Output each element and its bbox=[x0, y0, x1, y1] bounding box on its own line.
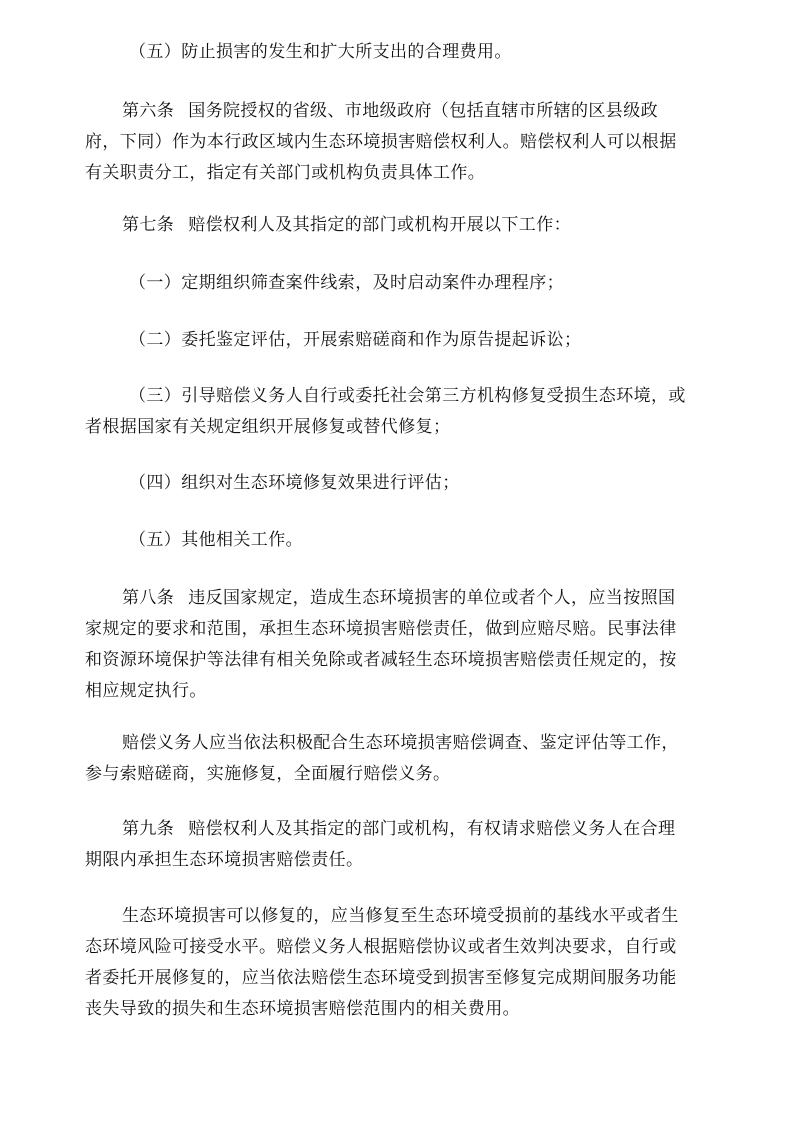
paragraph-item-5-other bbox=[85, 525, 711, 556]
paragraph-line: （二）委托鉴定评估，开展索赔磋商和作为原告提起诉讼； bbox=[129, 330, 582, 350]
paragraph-item-4 bbox=[85, 468, 711, 499]
paragraph-item-5-costs bbox=[85, 37, 711, 68]
paragraph-line: 期限内承担生态环境损害赔偿责任。 bbox=[85, 850, 364, 870]
paragraph-item-3 bbox=[85, 381, 711, 443]
paragraph-line: （五）防止损害的发生和扩大所支出的合理费用。 bbox=[129, 42, 512, 62]
paragraph-article-8 bbox=[85, 583, 711, 707]
paragraph-line: 相应规定执行。 bbox=[85, 681, 207, 701]
paragraph-article-9 bbox=[85, 814, 711, 876]
paragraph-line: 国务院授权的省级、市地级政府（包括直辖市所辖的区县级政 bbox=[188, 101, 659, 121]
paragraph-item-1 bbox=[85, 268, 711, 299]
paragraph-line: 违反国家规定，造成生态环境损害的单位或者个人，应当按照国 bbox=[188, 588, 676, 608]
paragraph-line: 态环境风险可接受水平。赔偿义务人根据赔偿协议或者生效判决要求，自行或 bbox=[85, 937, 677, 957]
paragraph-line: 有关职责分工，指定有关部门或机构负责具体工作。 bbox=[85, 163, 486, 183]
paragraph-article-7 bbox=[85, 210, 711, 241]
paragraph-line: 参与索赔磋商，实施修复，全面履行赔偿义务。 bbox=[85, 764, 451, 784]
paragraph-line: 家规定的要求和范围，承担生态环境损害赔偿责任，做到应赔尽赔。民事法律 bbox=[85, 619, 677, 639]
paragraph-obligor-duty bbox=[85, 728, 711, 790]
paragraph-line: （五）其他相关工作。 bbox=[129, 530, 303, 550]
paragraph-line: （四）组织对生态环境修复效果进行评估； bbox=[129, 473, 460, 493]
paragraph-line: 丧失导致的损失和生态环境损害赔偿范围内的相关费用。 bbox=[85, 999, 520, 1019]
paragraph-line: 府，下同）作为本行政区域内生态环境损害赔偿权利人。赔偿权利人可以根据 bbox=[85, 132, 677, 152]
paragraph-line: 赔偿权利人及其指定的部门或机构，有权请求赔偿义务人在合理 bbox=[188, 819, 676, 839]
paragraph-line: 赔偿权利人及其指定的部门或机构开展以下工作： bbox=[188, 215, 572, 235]
paragraph-item-2 bbox=[85, 325, 711, 356]
paragraph-line: 生态环境损害可以修复的，应当修复至生态环境受损前的基线水平或者生 bbox=[122, 906, 679, 926]
paragraph-restoration bbox=[85, 901, 711, 1025]
paragraph-line: （一）定期组织筛查案件线索，及时启动案件办理程序； bbox=[129, 273, 564, 293]
paragraph-line: （三）引导赔偿义务人自行或委托社会第三方机构修复受损生态环境，或 bbox=[129, 386, 686, 406]
article-number: 第九条 bbox=[122, 819, 175, 839]
paragraph-line: 者根据国家有关规定组织开展修复或替代修复； bbox=[85, 417, 451, 437]
paragraph-line: 赔偿义务人应当依法积极配合生态环境损害赔偿调查、鉴定评估等工作， bbox=[122, 733, 679, 753]
article-number: 第六条 bbox=[122, 101, 175, 121]
article-number: 第七条 bbox=[122, 215, 175, 235]
paragraph-line: 和资源环境保护等法律有相关免除或者减轻生态环境损害赔偿责任规定的，按 bbox=[85, 650, 677, 670]
article-number: 第八条 bbox=[122, 588, 175, 608]
paragraph-line: 者委托开展修复的，应当依法赔偿生态环境受到损害至修复完成期间服务功能 bbox=[85, 968, 677, 988]
paragraph-article-6 bbox=[85, 96, 711, 189]
